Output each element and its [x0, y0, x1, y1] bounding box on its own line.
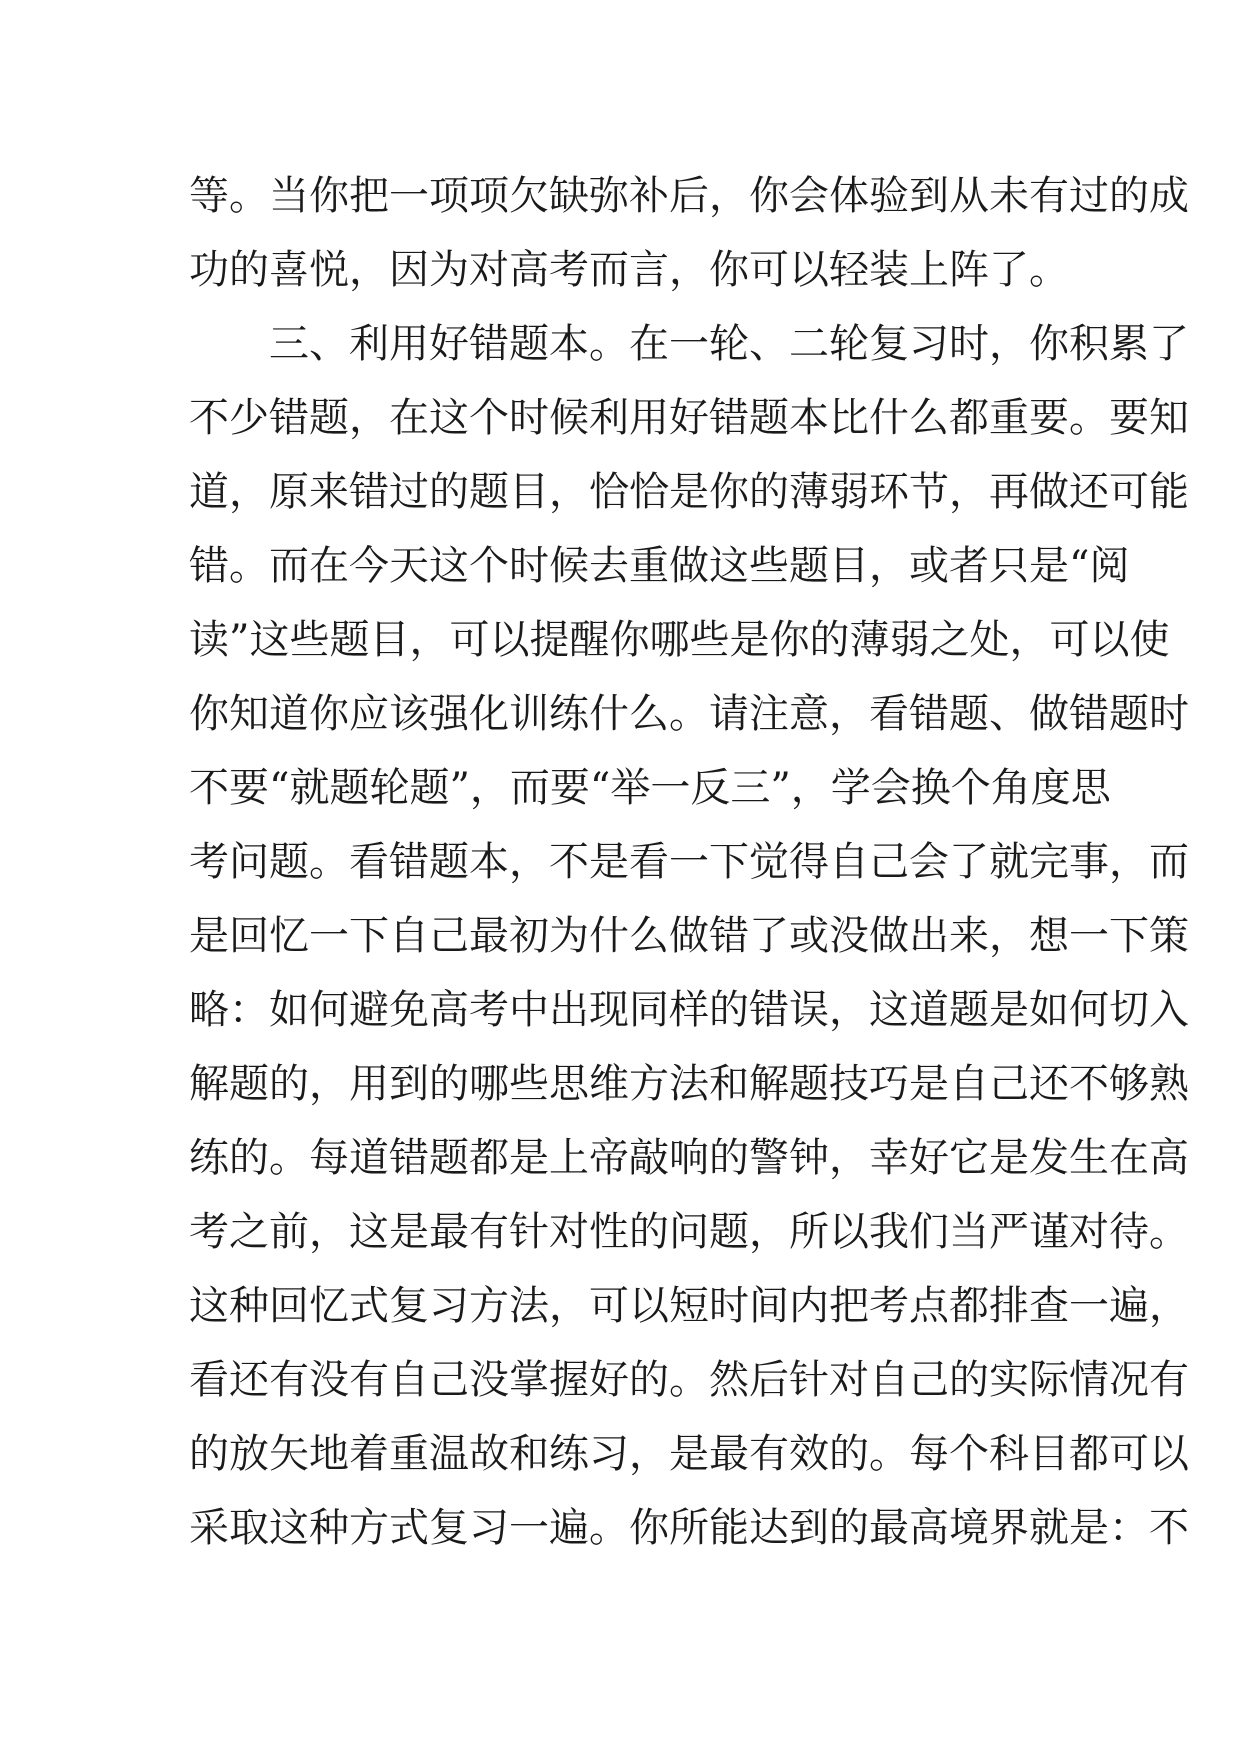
- text-line: 是回忆一下自己最初为什么做错了或没做出来，想一下策: [189, 913, 1189, 959]
- text-line: 这种回忆式复习方法，可以短时间内把考点都排查一遍，: [189, 1283, 1189, 1329]
- text-line: 不要“就题轮题”，而要“举一反三”，学会换个角度思: [189, 765, 1111, 811]
- text-line: 功的喜悦，因为对高考而言，你可以轻装上阵了。: [189, 247, 1069, 293]
- paragraph-start-line: 三、利用好错题本。在一轮、二轮复习时，你积累了: [269, 321, 1189, 367]
- text-line: 的放矢地着重温故和练习，是最有效的。每个科目都可以: [189, 1431, 1189, 1477]
- text-line: 你知道你应该强化训练什么。请注意，看错题、做错题时: [189, 691, 1189, 737]
- text-line: 考问题。看错题本，不是看一下觉得自己会了就完事，而: [189, 839, 1189, 885]
- text-line: 解题的，用到的哪些思维方法和解题技巧是自己还不够熟: [189, 1061, 1189, 1107]
- body-text: [189, 168, 1189, 1574]
- text-line: 错。而在今天这个时候去重做这些题目，或者只是“阅: [189, 543, 1130, 589]
- text-line: 不少错题，在这个时候利用好错题本比什么都重要。要知: [189, 395, 1189, 441]
- text-line: 略：如何避免高考中出现同样的错误，这道题是如何切入: [189, 987, 1189, 1033]
- text-line: 读”这些题目，可以提醒你哪些是你的薄弱之处，可以使: [189, 617, 1170, 663]
- text-line: 考之前，这是最有针对性的问题，所以我们当严谨对待。: [189, 1209, 1189, 1255]
- text-line: 等。当你把一项项欠缺弥补后，你会体验到从未有过的成: [189, 173, 1189, 219]
- text-line: 练的。每道错题都是上帝敲响的警钟，幸好它是发生在高: [189, 1135, 1189, 1181]
- text-line: 看还有没有自己没掌握好的。然后针对自己的实际情况有: [189, 1357, 1189, 1403]
- text-line: 采取这种方式复习一遍。你所能达到的最高境界就是：不: [189, 1505, 1189, 1551]
- text-line: 道，原来错过的题目，恰恰是你的薄弱环节，再做还可能: [189, 469, 1189, 515]
